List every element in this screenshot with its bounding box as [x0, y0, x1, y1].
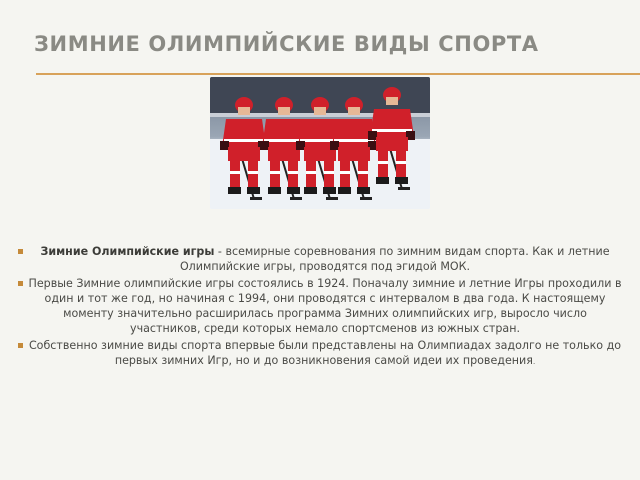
bullet-list	[18, 244, 626, 372]
bullet-lead: Зимние Олимпийские игры	[40, 245, 215, 258]
title-divider	[36, 73, 640, 75]
bullet-marker	[18, 281, 23, 286]
bullet-marker	[18, 343, 23, 348]
bullet-marker	[18, 249, 23, 254]
slide-title: ЗИМНИЕ ОЛИМПИЙСКИЕ ВИДЫ СПОРТА	[34, 32, 539, 56]
bullet-tail: .	[532, 358, 536, 366]
bullet-item	[18, 338, 626, 370]
bullet-text: - всемирные соревнования по зимним видам спорта. Как и летние Олимпийские игры, проводятся под эгидой МОК.	[179, 245, 610, 273]
bullet-item	[18, 244, 626, 274]
bullet-text: Собственно зимние виды спорта впервые были представлены на Олимпиадах задолго не только до первых зимних Игр, но и до возникновения самой идеи их проведения	[28, 339, 622, 367]
bullet-item	[18, 276, 626, 336]
hockey-team-photo	[210, 77, 430, 209]
bullet-text: Первые Зимние олимпийские игры состоялись в 1924. Поначалу зимние и летние Игры проходили в один и тот же год, но начиная с 1994, они проводятся с интервалом в два года. К настоящему моменту значительно расширилась программа Зимних олимпийских игр, выросло число участников, среди которых немало спортсменов из южных стран.	[28, 277, 622, 335]
